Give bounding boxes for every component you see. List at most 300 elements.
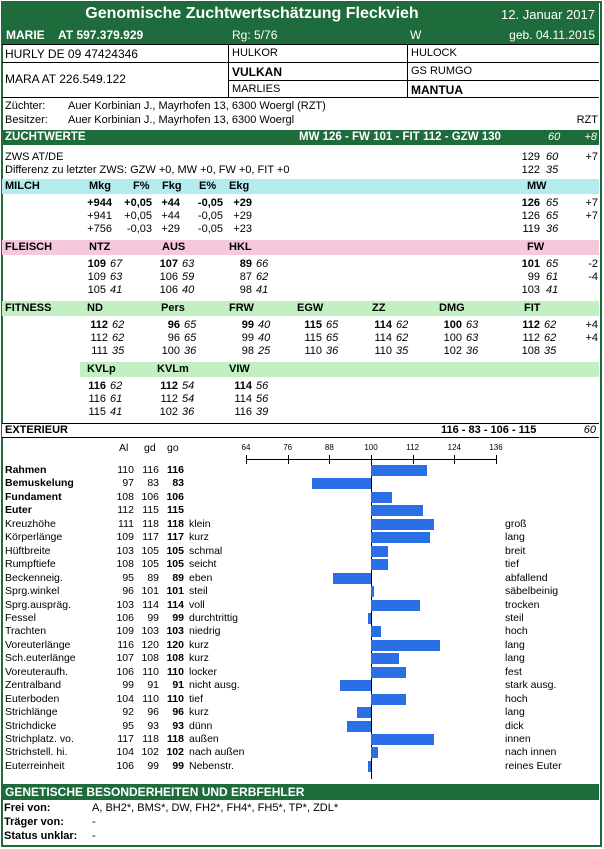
milch-mw: 126	[521, 210, 540, 222]
fitness-sub-col-kvlm: KVLm	[157, 363, 189, 375]
fitness-value: 114	[374, 319, 392, 331]
fitness-value: 102	[443, 345, 462, 357]
ext-trait-label: Euterboden	[5, 692, 60, 705]
fitness-value: 96	[167, 332, 180, 344]
zws-sec: 60	[546, 151, 559, 163]
ext-trait-label: Voreuteraufh.	[5, 665, 69, 678]
milch-cell-fp: +0,05	[124, 210, 152, 222]
ext-go: 105	[166, 558, 184, 571]
ext-col-gd: gd	[144, 442, 156, 454]
zuchtwerte-title: ZUCHTWERTE	[5, 131, 86, 143]
ext-go: 89	[172, 571, 184, 584]
ext-bar	[371, 747, 378, 758]
zuchtwerte-summary-sec: 60	[548, 131, 561, 143]
dam: MARA AT 226.549.122	[5, 72, 126, 86]
ext-al: 95	[122, 719, 134, 732]
fitness-sec: 62	[112, 319, 125, 331]
ext-gd: 102	[141, 746, 159, 759]
ext-right-desc: abfallend	[505, 571, 548, 584]
fitness-sub-sec: 41	[110, 406, 123, 418]
fitness-sub-value: 116	[88, 380, 106, 392]
zws-diff: +7	[585, 151, 598, 163]
ext-left-desc: tief	[189, 692, 204, 705]
ext-trait-label: Bemuskelung	[5, 477, 74, 490]
fitness-sub-sec: 62	[110, 380, 123, 392]
fitness-sub-sec: 39	[256, 406, 269, 418]
ext-go: 110	[167, 665, 184, 678]
dam-dam: MARLIES	[232, 83, 281, 95]
ext-gd: 105	[141, 558, 159, 571]
milch-cell-ep: -0,05	[197, 210, 223, 222]
ext-al: 108	[116, 558, 134, 571]
owner-label: Besitzer:	[5, 114, 48, 126]
ext-go: 114	[167, 598, 184, 611]
fitness-sec: 36	[466, 345, 479, 357]
ext-trait-label: Beckenneig.	[5, 571, 63, 584]
ext-trait-label: Sprg.auspräg.	[5, 598, 71, 611]
ext-gd: 117	[142, 531, 159, 544]
ext-al: 104	[116, 746, 134, 759]
ext-gd: 115	[142, 504, 159, 517]
ext-bar	[357, 707, 371, 718]
fleisch-fw: 101	[521, 258, 540, 270]
page-title: Genomische Zuchtwertschätzung Fleckvieh	[85, 5, 419, 22]
ext-bar	[371, 546, 388, 557]
fleisch-sec: 41	[546, 284, 559, 296]
ext-trait-label: Zentralband	[5, 679, 62, 692]
ext-bar	[371, 492, 392, 503]
fitness-col-zz: ZZ	[372, 302, 386, 314]
fitness-value: 115	[304, 319, 322, 331]
ext-bar	[368, 761, 371, 772]
scale-tick	[454, 455, 455, 464]
ext-bar	[312, 478, 371, 489]
fleisch-value: 105	[87, 284, 106, 296]
ext-al: 106	[116, 665, 134, 678]
ext-right-desc: steil	[505, 611, 524, 624]
ext-right-desc: trocken	[505, 598, 540, 611]
birth-date: geb. 04.11.2015	[509, 28, 595, 42]
ext-trait-label: Euterreinheit	[5, 759, 65, 772]
ext-trait-label: Fundament	[5, 490, 62, 503]
diff-sec: 35	[546, 164, 559, 176]
scale-tick	[329, 455, 330, 464]
ext-right-desc: dick	[505, 719, 524, 732]
ext-trait-label: Kreuzhöhe	[5, 517, 56, 530]
fleisch-sec: 63	[182, 258, 195, 270]
ext-al: 110	[117, 464, 134, 476]
ext-al: 104	[116, 692, 134, 705]
ext-al: 103	[116, 544, 134, 557]
ext-right-desc: säbelbeinig	[505, 585, 559, 598]
milch-cell-fp: -0,03	[126, 223, 152, 235]
fleisch-value: 98	[239, 284, 252, 296]
fitness-sec: 65	[184, 332, 197, 344]
ext-bar	[371, 640, 440, 651]
ext-right-desc: hoch	[505, 692, 528, 705]
fleisch-sec: 59	[182, 271, 195, 283]
fitness-sec: 36	[326, 345, 339, 357]
exterieur-header	[2, 423, 599, 438]
fitness-value: 98	[241, 345, 254, 357]
ext-gd: 83	[147, 477, 159, 490]
ext-gd: 120	[141, 638, 159, 651]
ext-al: 116	[117, 638, 134, 651]
scale-tick-label: 76	[283, 443, 293, 452]
animal-name: MARIE	[6, 28, 45, 42]
ext-left-desc: kurz	[189, 531, 209, 544]
ext-go: 118	[167, 733, 184, 745]
sire-sire-sire: HULOCK	[411, 47, 457, 59]
owner-tag: RZT	[576, 114, 598, 126]
ext-gd: 116	[142, 464, 159, 476]
fitness-diff: +4	[585, 332, 598, 344]
zuchtwerte-summary-diff: +8	[584, 131, 597, 143]
genetik-header	[2, 784, 599, 800]
fitness-value: 114	[374, 332, 392, 344]
ext-col-go: go	[167, 442, 179, 454]
fitness-col-dmg: DMG	[439, 302, 465, 314]
fitness-value: 112	[90, 319, 108, 331]
fitness-sub-sec: 36	[182, 406, 195, 418]
fitness-sec: 62	[544, 319, 557, 331]
ext-go: 117	[167, 531, 184, 544]
milch-col-mkg: Mkg	[89, 180, 111, 192]
ext-bar	[347, 721, 371, 732]
ext-go: 110	[167, 692, 184, 705]
ext-trait-label: Rahmen	[5, 464, 47, 476]
ext-right-desc: lang	[505, 531, 525, 544]
fitness-col-pers: Pers	[161, 302, 185, 314]
milch-cell-fp: +0,05	[124, 197, 152, 209]
milch-cell-mkg: +941	[87, 210, 112, 222]
fleisch-diff: -4	[588, 271, 598, 283]
exterieur-summary: 116 - 83 - 106 - 115	[441, 424, 537, 436]
ext-al: 109	[116, 531, 134, 544]
fitness-col-frw: FRW	[229, 302, 254, 314]
ext-left-desc: locker	[189, 665, 218, 678]
fitness-sub-value: 115	[88, 406, 106, 418]
ext-bar	[371, 532, 430, 543]
fitness-sub-value: 102	[159, 406, 178, 418]
fitness-value: 99	[241, 319, 254, 331]
fitness-value: 100	[443, 332, 462, 344]
ext-trait-label: Rumpftiefe	[5, 558, 56, 571]
ext-bar	[333, 573, 371, 584]
milch-col-mw: MW	[527, 180, 547, 192]
milch-mw: 126	[521, 197, 540, 209]
ext-trait-label: Strichdicke	[5, 719, 57, 732]
fleisch-sec: 65	[546, 258, 559, 270]
ext-gd: 108	[141, 652, 159, 665]
zuchtwerte-summary: MW 126 - FW 101 - FIT 112 - GZW 130	[299, 131, 501, 143]
dam-sire: VULKAN	[232, 65, 282, 79]
ext-left-desc: kurz	[189, 638, 209, 651]
traeger-von-label: Träger von:	[4, 816, 64, 828]
fleisch-col-fw: FW	[527, 241, 545, 253]
zws-label: ZWS AT/DE	[5, 151, 64, 163]
fleisch-value: 106	[159, 284, 178, 296]
milch-col-fp: F%	[133, 180, 150, 192]
fitness-value: 100	[443, 319, 462, 331]
ext-right-desc: fest	[505, 665, 522, 678]
fitness-sub-value: 114	[234, 393, 252, 405]
ext-al: 108	[116, 490, 134, 503]
fitness-col-egw: EGW	[297, 302, 324, 314]
ext-bar	[371, 505, 423, 516]
fleisch-sec: 41	[256, 284, 269, 296]
scale-tick	[288, 455, 289, 464]
scale-tick	[413, 455, 414, 464]
ext-left-desc: eben	[189, 571, 213, 584]
fleisch-value: 106	[159, 271, 178, 283]
fitness-sec: 65	[184, 319, 197, 331]
ext-al: 111	[118, 517, 134, 530]
fitness-sec: 63	[466, 319, 479, 331]
genetik-title: GENETISCHE BESONDERHEITEN UND ERBFEHLER	[5, 785, 305, 799]
ext-bar	[371, 600, 420, 611]
fitness-sec: 65	[326, 332, 339, 344]
fitness-sub-sec: 61	[110, 393, 123, 405]
ext-col-al: Al	[119, 442, 129, 454]
fleisch-header	[2, 240, 599, 255]
fleisch-value: 109	[87, 271, 106, 283]
milch-cell-fkg: +29	[161, 223, 180, 235]
ext-al: 99	[122, 679, 134, 692]
fitness-diff: +4	[585, 319, 598, 331]
fitness-sub-value: 114	[234, 380, 252, 392]
ext-left-desc: schmal	[189, 544, 223, 557]
ext-right-desc: stark ausg.	[505, 679, 557, 692]
ext-go: 120	[166, 638, 184, 651]
fitness-sub-sec: 54	[182, 380, 195, 392]
ext-gd: 106	[141, 490, 159, 503]
fleisch-sec: 41	[110, 284, 123, 296]
dam-sire-sire: GS RUMGO	[411, 65, 473, 77]
fitness-title: FITNESS	[5, 302, 52, 314]
ext-trait-label: Strichstell. hi.	[5, 746, 68, 759]
fitness-sub-value: 116	[234, 406, 252, 418]
ext-right-desc: tief	[505, 558, 520, 571]
fitness-sec: 40	[258, 332, 271, 344]
fitness-sec: 35	[112, 345, 125, 357]
zuchtwerte-header	[2, 130, 599, 145]
scale-tick-label: 88	[324, 443, 334, 452]
fleisch-col-aus: AUS	[162, 241, 186, 253]
ext-right-desc: lang	[505, 706, 525, 719]
milch-diff: +7	[585, 210, 598, 222]
ext-gd: 114	[142, 598, 159, 611]
ext-go: 106	[166, 490, 184, 503]
ext-trait-label: Euter	[5, 504, 32, 517]
rank: Rg: 5/76	[232, 28, 278, 42]
fleisch-diff: -2	[588, 258, 598, 270]
ext-bar	[368, 613, 371, 624]
fleisch-sec: 61	[546, 271, 559, 283]
milch-col-ep: E%	[199, 180, 217, 192]
frei-von-value: A, BH2*, BMS*, DW, FH2*, FH4*, FH5*, TP*, ZDL*	[92, 802, 339, 814]
fitness-value: 110	[304, 345, 322, 357]
ext-left-desc: seicht	[189, 558, 217, 571]
fleisch-sec: 40	[182, 284, 195, 296]
milch-sec: 65	[546, 197, 559, 209]
ext-bar	[371, 694, 406, 705]
milch-col-ekg: Ekg	[229, 180, 250, 192]
fitness-sub-value: 112	[160, 380, 178, 392]
title-bar	[2, 2, 599, 27]
scale-tick-label: 64	[241, 443, 251, 452]
fitness-sec: 35	[396, 345, 409, 357]
ext-al: 112	[117, 504, 134, 517]
ext-trait-label: Sch.euterlänge	[5, 652, 76, 665]
ext-go: 108	[166, 652, 184, 665]
ext-al: 103	[116, 598, 134, 611]
ext-gd: 118	[142, 733, 159, 745]
milch-header	[2, 179, 599, 194]
milch-cell-ekg: +29	[233, 197, 252, 209]
ext-go: 101	[166, 585, 184, 598]
ext-bar	[371, 667, 406, 678]
ext-go: 103	[166, 625, 184, 638]
milch-cell-mkg: +944	[87, 197, 112, 209]
exterieur-title: EXTERIEUR	[5, 424, 68, 436]
scale-tick-label: 112	[406, 443, 420, 452]
breeder-label: Züchter:	[5, 100, 46, 112]
fitness-value: 96	[167, 319, 180, 331]
sex: W	[410, 28, 422, 42]
frei-von-label: Frei von:	[4, 802, 51, 814]
fitness-sub-col-viw: VIW	[229, 363, 250, 375]
fleisch-sec: 66	[256, 258, 269, 270]
ext-al: 117	[117, 733, 134, 745]
fleisch-value: 89	[239, 258, 252, 270]
ext-left-desc: nach außen	[189, 746, 245, 759]
milch-cell-ep: -0,05	[197, 197, 223, 209]
ext-right-desc: lang	[505, 638, 525, 651]
fitness-sec: 25	[258, 345, 271, 357]
ext-al: 106	[116, 759, 134, 772]
ext-left-desc: außen	[189, 733, 219, 745]
ext-go: 96	[172, 706, 184, 719]
ext-go: 99	[172, 611, 184, 624]
ext-trait-label: Strichlänge	[5, 706, 58, 719]
ext-gd: 118	[142, 517, 159, 530]
ext-go: 116	[167, 464, 184, 476]
ext-al: 109	[116, 625, 134, 638]
fitness-sec: 36	[184, 345, 197, 357]
ext-al: 92	[122, 706, 134, 719]
ext-left-desc: klein	[189, 517, 211, 530]
fitness-sec: 35	[544, 345, 557, 357]
diff-value: 122	[521, 164, 540, 176]
exterieur-summary-sec: 60	[583, 424, 596, 436]
fleisch-fw: 103	[521, 284, 540, 296]
fleisch-value: 109	[87, 258, 106, 270]
milch-mw: 119	[522, 223, 540, 235]
fitness-sub-value: 116	[88, 393, 106, 405]
fitness-value: 112	[522, 319, 540, 331]
ext-go: 91	[172, 679, 184, 692]
ext-bar	[371, 626, 381, 637]
ext-gd: 110	[142, 692, 159, 705]
milch-cell-ep: -0,05	[197, 223, 223, 235]
ext-left-desc: voll	[189, 598, 205, 611]
ext-right-desc: lang	[505, 652, 525, 665]
ext-gd: 99	[147, 759, 159, 772]
ext-go: 105	[166, 544, 184, 557]
ext-right-desc: nach innen	[505, 746, 557, 759]
ext-bar	[371, 465, 427, 476]
milch-cell-ekg: +23	[233, 223, 252, 235]
ext-left-desc: durchtrittig	[189, 611, 239, 624]
fleisch-sec: 67	[110, 258, 123, 270]
milch-diff: +7	[585, 197, 598, 209]
zws-value: 129	[521, 151, 540, 163]
ext-bar	[371, 734, 434, 745]
fitness-sub-sec: 56	[256, 393, 269, 405]
milch-sec: 65	[546, 210, 559, 222]
traeger-von-value: -	[92, 816, 96, 828]
ext-gd: 105	[141, 544, 159, 557]
ext-bar	[371, 586, 374, 597]
ext-al: 107	[116, 652, 134, 665]
ext-right-desc: breit	[505, 544, 526, 557]
fitness-value: 100	[161, 345, 180, 357]
ext-left-desc: niedrig	[189, 625, 221, 638]
ext-left-desc: kurz	[189, 706, 209, 719]
status-unklar-label: Status unklar:	[4, 830, 78, 842]
fitness-sub-sec: 56	[256, 380, 269, 392]
fitness-col-fit: FIT	[524, 302, 541, 314]
scale-tick	[246, 455, 247, 464]
milch-cell-fkg: +44	[161, 197, 180, 209]
ext-al: 95	[122, 571, 134, 584]
fleisch-sec: 63	[110, 271, 123, 283]
ext-left-desc: dünn	[189, 719, 213, 732]
fitness-sec: 62	[396, 332, 409, 344]
ext-left-desc: Nebenstr.	[189, 759, 234, 772]
fitness-value: 110	[374, 345, 392, 357]
fitness-sub-col-kvlp: KVLp	[87, 363, 116, 375]
fleisch-value: 107	[159, 258, 178, 270]
fitness-value: 108	[521, 345, 540, 357]
fitness-sec: 62	[112, 332, 125, 344]
ext-bar	[371, 559, 388, 570]
ext-go: 99	[172, 759, 184, 772]
fitness-value: 112	[522, 332, 540, 344]
fitness-sec: 63	[466, 332, 479, 344]
ext-trait-label: Hüftbreite	[5, 544, 51, 557]
fleisch-title: FLEISCH	[5, 241, 53, 253]
ext-right-desc: groß	[505, 517, 527, 530]
fitness-sub-value: 112	[160, 393, 178, 405]
breeder-value: Auer Korbinian J., Mayrhofen 13, 6300 Woergl (RZT)	[68, 100, 326, 112]
ext-trait-label: Sprg.winkel	[5, 585, 60, 598]
dam-dam-sire: MANTUA	[411, 83, 463, 97]
fitness-sec: 62	[396, 319, 409, 331]
fitness-sec: 62	[544, 332, 557, 344]
ext-gd: 93	[147, 719, 159, 732]
ext-bar	[371, 653, 399, 664]
ext-trait-label: Fessel	[5, 611, 36, 624]
fleisch-fw: 99	[527, 271, 540, 283]
ext-trait-label: Körperlänge	[5, 531, 63, 544]
fitness-value: 111	[91, 345, 108, 357]
milch-cell-ekg: +29	[233, 210, 252, 222]
diff-label: Differenz zu letzter ZWS: GZW +0, MW +0, FW +0, FIT +0	[5, 164, 290, 176]
fitness-sec: 65	[326, 319, 339, 331]
ext-right-desc: innen	[505, 733, 531, 745]
